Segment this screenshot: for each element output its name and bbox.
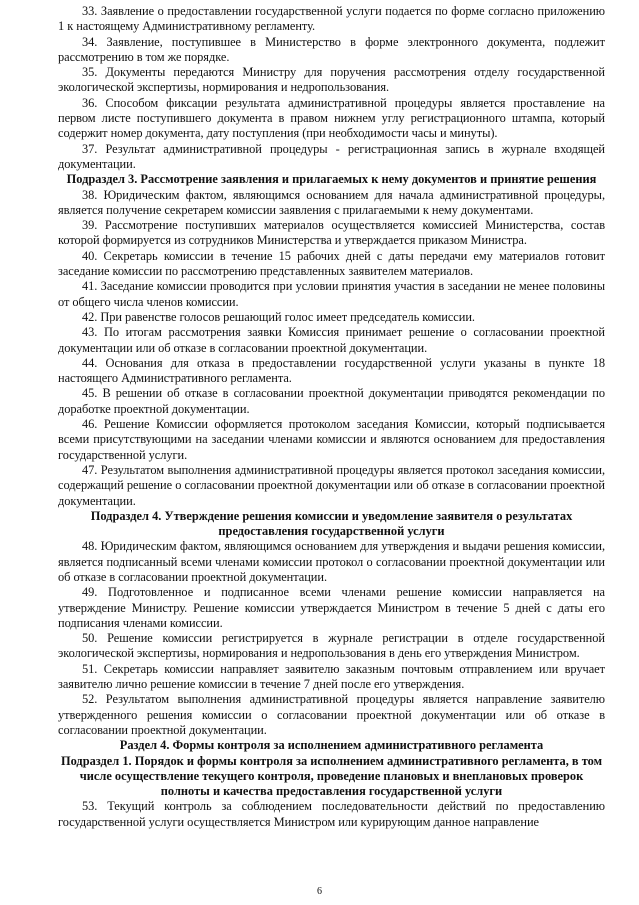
paragraph: 44. Основания для отказа в предоставлении государственной услуги указаны в пункте 18 настоящего Административного регламента. xyxy=(58,355,605,386)
page-number: 6 xyxy=(317,886,322,897)
paragraph: 52. Результатом выполнения административной процедуры является направление заявителю утвержденного решения комиссии о согласовании проектной документации или об отказе в согласовании проектной документации. xyxy=(58,692,605,737)
paragraph: 37. Результат административной процедуры - регистрационная запись в журнале входящей документации. xyxy=(58,141,605,171)
paragraph: 36. Способом фиксации результата административной процедуры является проставление на первом листе поступившего документа в правом нижнем углу регистрационного штампа, который содержит номер документа, дату поступления (при необходимости часы и минуты). xyxy=(58,95,605,141)
paragraph: 38. Юридическим фактом, являющимся основанием для начала административной процедуры, является получение секретарем комиссии заявления с прилагаемыми к нему документами. xyxy=(58,187,605,217)
paragraph: 50. Решение комиссии регистрируется в журнале регистрации в отделе государственной экологической экспертизы, нормирования и недропользования в день его утверждения Министром. xyxy=(58,631,605,661)
paragraph: 41. Заседание комиссии проводится при условии принятия участия в заседании не менее половины от общего числа членов комиссии. xyxy=(58,279,605,309)
paragraph: 40. Секретарь комиссии в течение 15 рабочих дней с даты передачи ему материалов готовит заседание комиссии по рассмотрению представленных заявителем материалов. xyxy=(58,248,605,279)
paragraph: 49. Подготовленное и подписанное всеми членами решение комиссии направляется на утверждение Министру. Решение комиссии утверждается Министром в течение 5 дней с даты его подписания членами комиссии. xyxy=(58,585,605,630)
paragraph: 34. Заявление, поступившее в Министерство в форме электронного документа, подлежит рассмотрению в том же порядке. xyxy=(58,34,605,64)
paragraph: 53. Текущий контроль за соблюдением последовательности действий по предоставлению государственной услуги осуществляется Министром или курирующим данное направление xyxy=(58,799,605,829)
section-heading: Подраздел 1. Порядок и формы контроля за исполнением административного регламента, в том числе осуществление текущего контроля, проведение плановых и внеплановых проверок полноты и качества предоставления государственной услуги xyxy=(60,753,603,799)
paragraph: 33. Заявление о предоставлении государственной услуги подается по форме согласно приложению 1 к настоящему Административному регламенту. xyxy=(58,4,605,34)
paragraph: 35. Документы передаются Министру для поручения рассмотрения отделу государственной экологической экспертизы, нормирования и недропользования. xyxy=(58,65,605,95)
section-heading: Раздел 4. Формы контроля за исполнением административного регламента xyxy=(119,738,544,753)
paragraph: 42. При равенстве голосов решающий голос имеет председатель комиссии. xyxy=(82,309,475,324)
paragraph: 45. В решении об отказе в согласовании проектной документации приводятся рекомендации по доработке проектной документации. xyxy=(58,386,605,416)
paragraph: 46. Решение Комиссии оформляется протоколом заседания Комиссии, который подписывается всеми присутствующими на заседании членами комиссии и являются основанием для предоставления государственной услуги. xyxy=(58,417,605,462)
paragraph: 48. Юридическим фактом, являющимся основанием для утверждения и выдачи решения комиссии, является подписанный всеми членами комиссии протокол о согласовании проектной документации или об отказе в согласовании проектной документации. xyxy=(58,539,605,584)
paragraph: 39. Рассмотрение поступивших материалов осуществляется комиссией Министерства, состав которой формируется из сотрудников Министерства и утверждается приказом Министра. xyxy=(58,218,605,248)
section-heading: Подраздел 4. Утверждение решения комиссии и уведомление заявителя о результатах предоставления государственной услуги xyxy=(90,508,573,539)
paragraph: 47. Результатом выполнения административной процедуры является протокол заседания комиссии, содержащий решение о согласовании проектной документации или об отказе в согласовании проектной документации. xyxy=(58,462,605,508)
section-heading: Подраздел 3. Рассмотрение заявления и прилагаемых к нему документов и принятие решения xyxy=(66,172,597,187)
paragraph: 43. По итогам рассмотрения заявки Комиссия принимает решение о согласовании проектной документации или об отказе в согласовании проектной документации. xyxy=(58,325,605,355)
paragraph: 51. Секретарь комиссии направляет заявителю заказным почтовым отправлением или вручает заявителю лично решение комиссии в течение 7 дней после его утверждения. xyxy=(58,661,605,692)
document-body xyxy=(58,4,605,830)
